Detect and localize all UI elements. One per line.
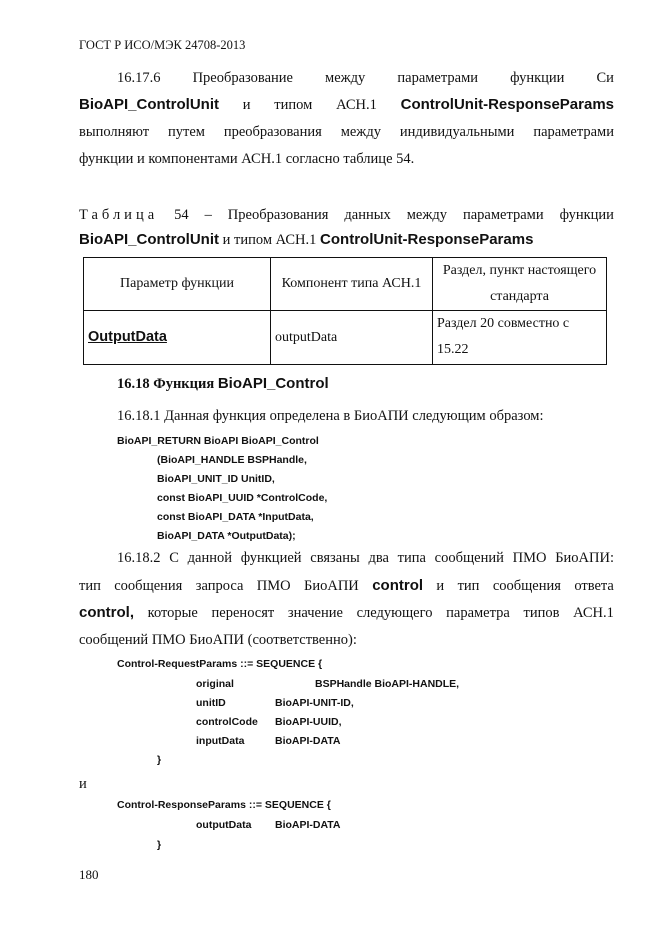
running-header: ГОСТ Р ИСО/МЭК 24708-2013 — [79, 38, 246, 52]
word: БиоАПИ — [304, 578, 359, 594]
word: ответа — [574, 578, 614, 594]
code-field-type: BioAPI-DATA — [275, 819, 341, 831]
code-line: (BioAPI_HANDLE BSPHandle, — [157, 454, 307, 466]
code-line: Control-RequestParams ::= SEQUENCE { — [117, 658, 323, 670]
table-caption-line-2 — [79, 229, 614, 251]
function-name: BioAPI_ControlUnit — [79, 96, 219, 113]
word: ПМО — [256, 578, 291, 594]
word: типом — [274, 97, 313, 113]
word: АСН.1 — [573, 605, 614, 621]
header-cell-section: Раздел, пункт настоящего стандарта — [433, 258, 607, 311]
para-16-18-1: 16.18.1 Данная функция определена в БиоАПИ следующим образом: — [117, 408, 544, 424]
section-number: 16.18 Функция — [117, 376, 218, 392]
word: параметра — [446, 605, 510, 621]
word: сообщений — [434, 550, 504, 566]
word: функции — [559, 207, 614, 223]
para-16-17-6-line-4: функции и компонентами АСН.1 согласно таблице 54. — [79, 151, 415, 167]
para-16-17-6-line-1 — [79, 67, 614, 89]
function-name: BioAPI_ControlUnit — [79, 231, 219, 248]
code-line: Control-ResponseParams ::= SEQUENCE { — [117, 799, 331, 811]
para-16-18-2-line-3 — [79, 602, 614, 624]
word: данных — [344, 207, 391, 223]
code-line: const BioAPI_UUID *ControlCode, — [157, 492, 328, 504]
code-line: BioAPI_UNIT_ID UnitID, — [157, 473, 275, 485]
cell-parameter — [84, 311, 271, 365]
code-field-type: BioAPI-UUID, — [275, 716, 342, 728]
caption-label: Таблица — [79, 207, 159, 223]
word: значение — [287, 605, 343, 621]
message-type: control — [372, 577, 424, 594]
code-field-type: BioAPI-DATA — [275, 735, 341, 747]
word: типа — [397, 550, 426, 566]
caption-number: 54 — [174, 207, 189, 223]
word: данной — [187, 550, 232, 566]
word: Преобразование — [192, 70, 293, 86]
para-16-18-2-line-1 — [79, 547, 614, 569]
section-heading-16-18 — [117, 373, 329, 395]
word: С — [169, 550, 179, 566]
word: параметрами — [533, 124, 614, 140]
word: ПМО — [512, 550, 547, 566]
para-16-18-2-line-4: сообщений ПМО БиоАПИ (соответственно): — [79, 632, 357, 648]
code-field-type: BioAPI-UNIT-ID, — [275, 697, 354, 709]
code-line: BioAPI_RETURN BioAPI BioAPI_Control — [117, 435, 319, 447]
para-16-17-6-line-2 — [79, 94, 614, 116]
word: индивидуальными — [399, 124, 515, 140]
conjunction-and: и — [79, 776, 87, 792]
word: сообщения — [492, 578, 561, 594]
word: АСН.1 — [336, 97, 377, 113]
code-line: } — [157, 839, 162, 851]
word: между — [325, 70, 366, 86]
code-field-type: BSPHandle BioAPI-HANDLE, — [315, 678, 460, 690]
word: функцией — [240, 550, 302, 566]
type-name: ControlUnit-ResponseParams — [320, 231, 534, 248]
word: Си — [596, 70, 614, 86]
word: переносят — [211, 605, 275, 621]
parameter-name: OutputData — [88, 329, 167, 345]
word: которые — [147, 605, 198, 621]
word: между — [340, 124, 381, 140]
function-name: BioAPI_Control — [217, 375, 329, 392]
code-field-name: controlCode — [196, 716, 258, 728]
word: выполняют — [79, 124, 150, 140]
word: тип — [79, 578, 101, 594]
word: параметрами — [397, 70, 479, 86]
word: функции — [510, 70, 565, 86]
clause-number: 16.17.6 — [117, 70, 161, 86]
page-number: 180 — [79, 867, 99, 882]
para-16-18-2-line-2 — [79, 575, 614, 597]
cell-section: Раздел 20 совместно с 15.22 — [433, 311, 607, 365]
code-line: BioAPI_DATA *OutputData); — [157, 530, 296, 542]
caption-text: и типом АСН.1 — [219, 232, 321, 248]
word: между — [406, 207, 447, 223]
code-field-name: original — [196, 678, 234, 690]
table-row — [84, 311, 607, 365]
para-16-17-6-line-3 — [79, 121, 614, 143]
table-54 — [83, 257, 607, 365]
header-cell-component: Компонент типа АСН.1 — [271, 258, 433, 311]
word: путем — [167, 124, 205, 140]
word: и — [436, 578, 445, 594]
word: преобразования — [223, 124, 322, 140]
code-field-name: unitID — [196, 697, 226, 709]
word: параметрами — [462, 207, 544, 223]
word: БиоАПИ: — [555, 550, 614, 566]
cell-component: outputData — [271, 311, 433, 365]
word: сообщения — [114, 578, 183, 594]
code-line: } — [157, 754, 162, 766]
word: типов — [523, 605, 560, 621]
word: Преобразования — [227, 207, 329, 223]
clause-number: 16.18.2 — [117, 550, 161, 566]
word: тип — [457, 578, 480, 594]
table-header-row — [84, 258, 607, 311]
word: два — [368, 550, 389, 566]
caption-dash: – — [204, 207, 212, 223]
word: следующего — [356, 605, 433, 621]
word: и — [242, 97, 251, 113]
code-field-name: outputData — [196, 819, 252, 831]
word: запроса — [195, 578, 244, 594]
message-type: control, — [79, 604, 134, 621]
type-name: ControlUnit-ResponseParams — [400, 96, 614, 113]
table-caption-line-1 — [79, 204, 614, 226]
code-line: const BioAPI_DATA *InputData, — [157, 511, 314, 523]
code-field-name: inputData — [196, 735, 245, 747]
header-cell-parameter: Параметр функции — [84, 258, 271, 311]
word: связаны — [310, 550, 360, 566]
